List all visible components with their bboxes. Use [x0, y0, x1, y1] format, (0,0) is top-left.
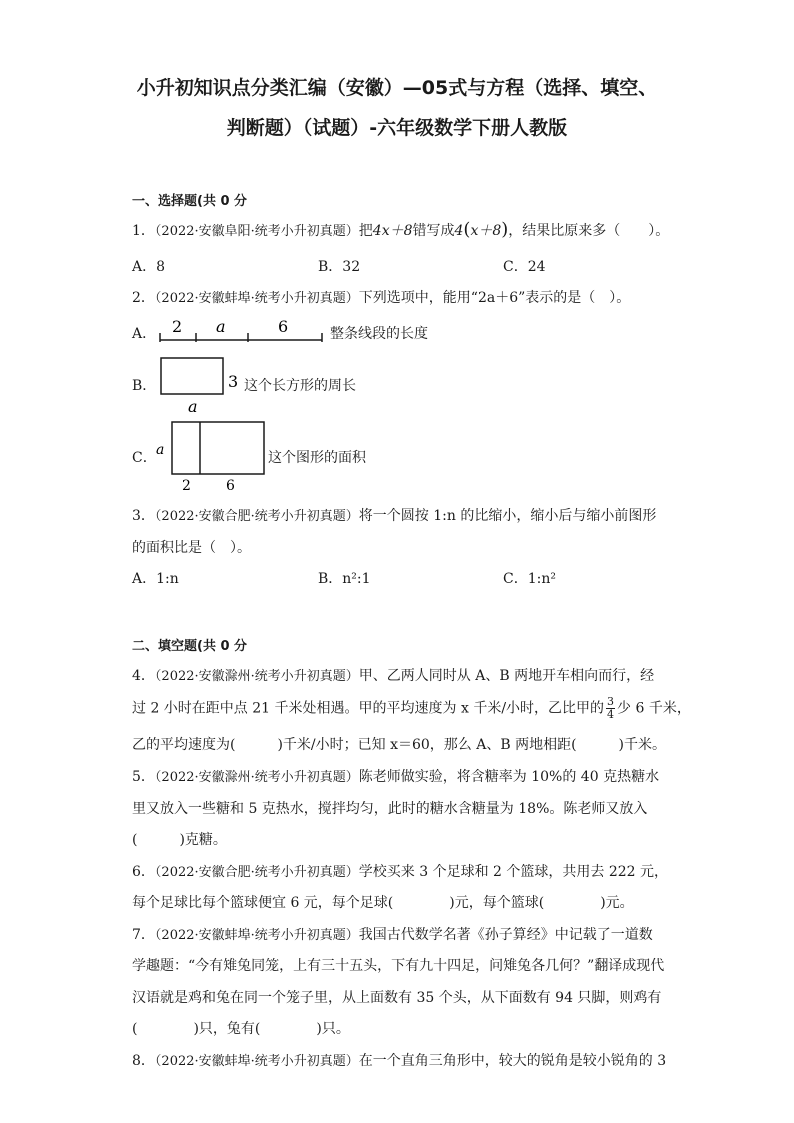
question-6-line2: 每个足球比每个篮球便宜 6 元，每个足球( )元，每个篮球( )元。 — [132, 895, 634, 911]
rectangle-shape — [161, 358, 223, 394]
question-text: 在一个直角三角形中，较大的锐角是较小锐角的 3 — [358, 1053, 667, 1069]
question-text: 甲、乙两人同时从 A、B 两地开车相向而行，经 — [358, 668, 655, 684]
question-3-continued: 的面积比是（ ）。 — [132, 540, 251, 556]
rectangle-bottom-label: a — [188, 397, 198, 416]
question-source: （2022·安徽滁州·统考小升初真题） — [154, 669, 359, 684]
question-8 — [132, 1050, 666, 1070]
question-number: 7． — [132, 927, 155, 943]
math-coefficient: 4 — [454, 223, 464, 239]
fraction-denominator: 4 — [607, 708, 615, 721]
fraction — [606, 696, 615, 721]
question-text: 我国古代数学名著《孙子算经》中记载了一道数 — [358, 927, 653, 943]
question-number: 4． — [132, 668, 155, 684]
question-number: 1． — [132, 223, 155, 239]
segment-label-2: 2 — [172, 317, 183, 336]
question-7 — [132, 924, 653, 944]
fraction-numerator: 3 — [607, 695, 615, 708]
rectangle-side-label: 3 — [228, 372, 239, 391]
option-a[interactable]: A．1:n — [132, 571, 179, 587]
option-c[interactable]: C．1:n² — [503, 571, 556, 587]
option-a-label[interactable]: A． — [132, 326, 157, 342]
composite-width-label-2: 2 — [182, 478, 191, 494]
composite-rectangle-diagram — [152, 418, 268, 496]
question-number: 6． — [132, 864, 155, 880]
question-5-line3: ( )克糖。 — [132, 832, 227, 848]
option-b[interactable]: B．n²:1 — [318, 571, 371, 587]
question-5-line2: 里又放入一些糖和 5 克热水，搅拌均匀，此时的糖水含糖量为 18%。陈老师又放入 — [132, 801, 648, 817]
question-4-line2 — [132, 696, 691, 721]
option-b[interactable]: B．32 — [318, 259, 361, 275]
option-a[interactable]: A．8 — [132, 259, 166, 275]
question-number: 3． — [132, 508, 155, 524]
question-7-line3: 汉语就是鸡和兔在同一个笼子里，从上面数有 35 个头，从下面数有 94 只脚，则鸡有 — [132, 990, 662, 1006]
question-4-line3: 乙的平均速度为( )千米/小时；已知 x＝60，那么 A、B 两地相距( )千米。 — [132, 737, 667, 753]
question-source: （2022·安徽阜阳·统考小升初真题） — [154, 224, 359, 239]
option-b-label[interactable]: B． — [132, 378, 157, 394]
question-source: （2022·安徽蚌埠·统考小升初真题） — [154, 928, 359, 943]
question-text: 过 2 小时在距中点 21 千米处相遇。甲的平均速度为 x 千米/小时，乙比甲的 — [132, 700, 605, 717]
composite-width-label-6: 6 — [226, 478, 235, 494]
question-2 — [132, 287, 630, 307]
question-source: （2022·安徽合肥·统考小升初真题） — [154, 509, 359, 524]
question-7-line2: 学趣题：“今有雉兔同笼，上有三十五头，下有九十四足，问雉兔各几何？”翻译成现代 — [132, 958, 665, 974]
composite-outer-rect — [172, 422, 264, 474]
math-expression: 4(x＋8) — [454, 219, 509, 240]
math-expression: 4x＋8 — [372, 223, 413, 239]
question-text: ，结果比原来多（ ）。 — [508, 223, 670, 239]
question-3 — [132, 505, 656, 525]
rectangle-diagram — [158, 355, 244, 417]
section-heading-fill: 二、填空题(共 0 分 — [132, 639, 248, 654]
option-b-caption: 这个长方形的周长 — [244, 378, 356, 394]
question-7-line4: ( )只，兔有( )只。 — [132, 1021, 350, 1037]
question-source: （2022·安徽合肥·统考小升初真题） — [154, 865, 359, 880]
question-text: 错写成 — [412, 223, 455, 239]
question-5 — [132, 766, 659, 786]
question-number: 8． — [132, 1053, 155, 1069]
question-text: 少 6 千米， — [617, 700, 691, 717]
segment-label-a: a — [216, 317, 226, 336]
option-c-caption: 这个图形的面积 — [268, 450, 366, 466]
option-c[interactable]: C．24 — [503, 259, 546, 275]
question-source: （2022·安徽蚌埠·统考小升初真题） — [154, 291, 359, 306]
question-text: 将一个圆按 1:n 的比缩小，缩小后与缩小前图形 — [358, 508, 657, 524]
question-text: 陈老师做实验，将含糖率为 10%的 40 克热糖水 — [358, 769, 660, 785]
document-title-line1: 小升初知识点分类汇编（安徽）—05式与方程（选择、填空、 — [136, 77, 658, 99]
question-source: （2022·安徽滁州·统考小升初真题） — [154, 770, 359, 785]
question-1 — [132, 219, 669, 240]
segment-diagram — [156, 312, 328, 348]
math-inner: x＋8 — [470, 223, 502, 239]
option-c-label[interactable]: C． — [132, 450, 157, 466]
composite-side-label: a — [156, 442, 165, 458]
question-text: 学校买来 3 个足球和 2 个篮球，共用去 222 元， — [358, 864, 669, 880]
question-number: 2． — [132, 290, 155, 306]
document-title-line2: 判断题）（试题）-六年级数学下册人教版 — [226, 117, 568, 139]
question-6 — [132, 861, 668, 881]
segment-label-6: 6 — [278, 317, 289, 336]
question-number: 5． — [132, 769, 155, 785]
option-a-caption: 整条线段的长度 — [330, 326, 428, 342]
question-source: （2022·安徽蚌埠·统考小升初真题） — [154, 1054, 359, 1069]
question-text: 下列选项中，能用“2a＋6”表示的是（ ）。 — [358, 290, 631, 306]
question-4 — [132, 665, 654, 685]
question-text: 把 — [358, 223, 373, 239]
section-heading-choice: 一、选择题(共 0 分 — [132, 194, 248, 209]
